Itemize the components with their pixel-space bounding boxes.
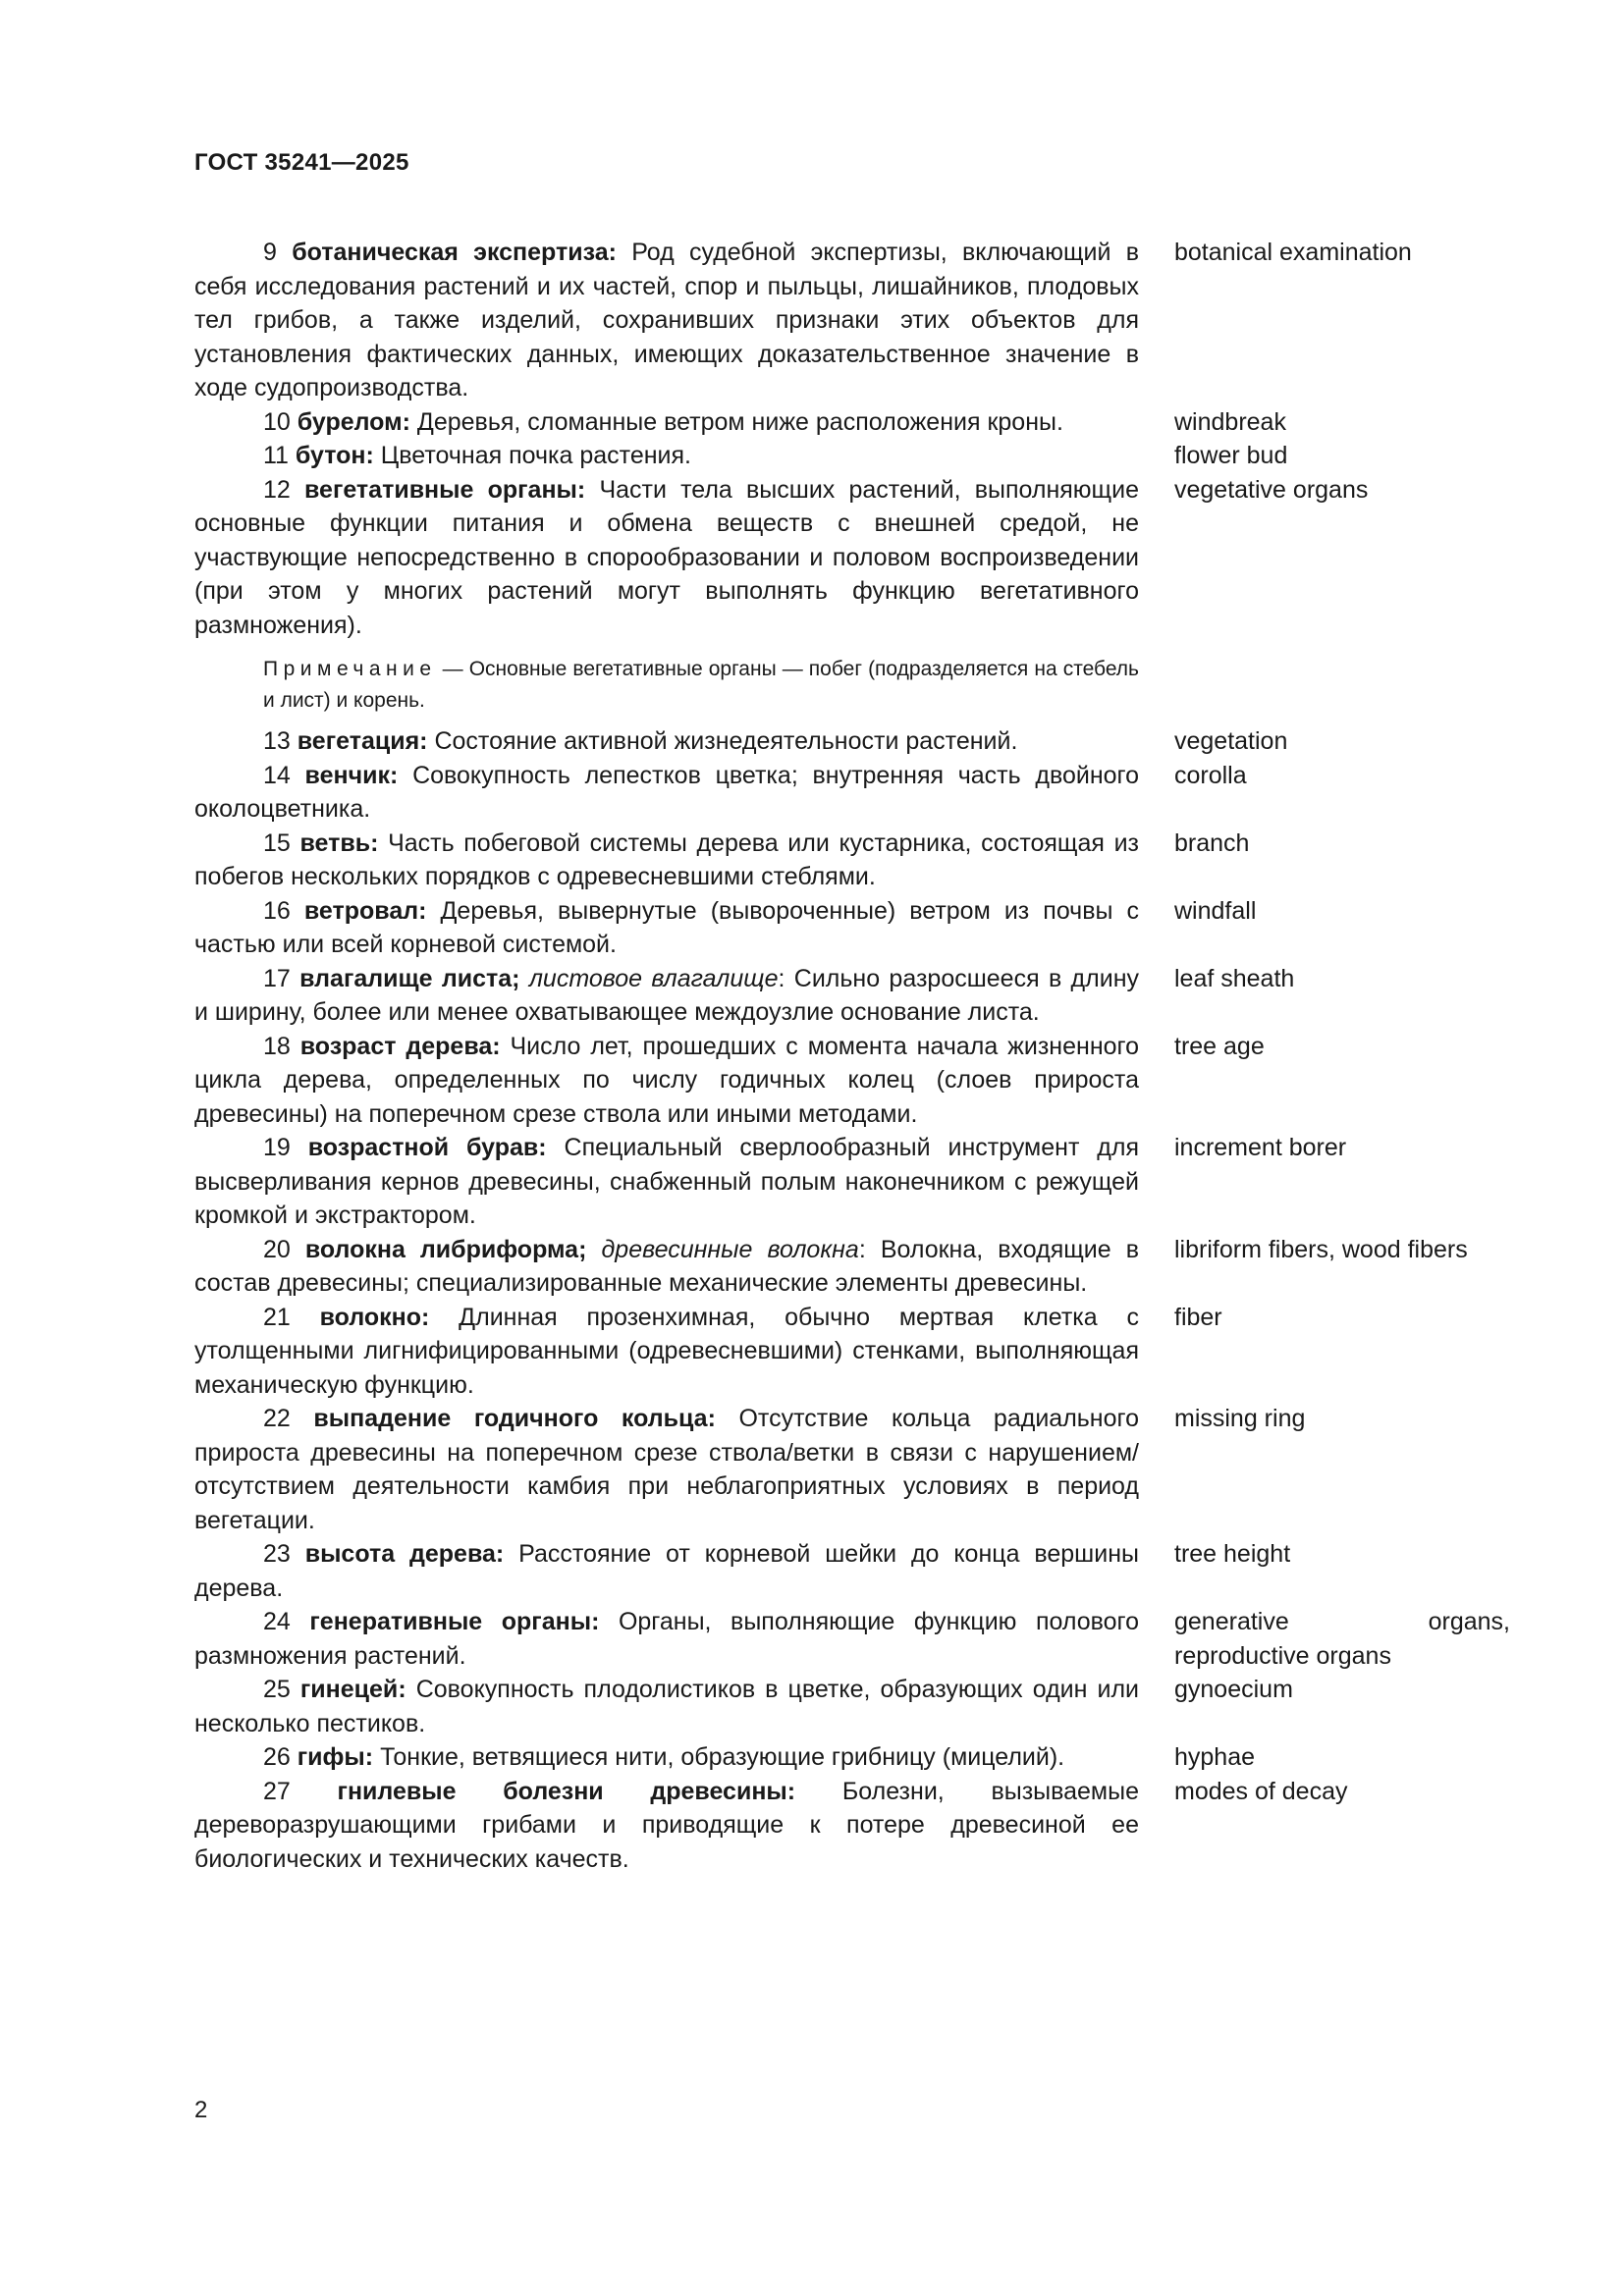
- term-definition: Тонкие, ветвящиеся нити, образующие грибницу (мицелий).: [380, 1743, 1065, 1771]
- term-definition: Отсутствие кольца радиального прироста древесины на поперечном срезе ствола/ветки в связи с нарушением/отсутствием деятельности камбия при неблагоприятных условиях в период вегетации.: [194, 1405, 1139, 1534]
- term-number: 19: [263, 1134, 291, 1161]
- page-number: 2: [194, 2097, 208, 2123]
- term-english: gynoecium: [1174, 1676, 1293, 1703]
- term-english: branch: [1174, 828, 1250, 857]
- term-english: windbreak: [1174, 407, 1286, 436]
- term-name: ботаническая экспертиза: [292, 239, 609, 266]
- term-english: corolla: [1174, 761, 1247, 789]
- term-entry: [194, 1673, 1510, 1740]
- term-entry: [194, 1233, 1510, 1301]
- term-entry: [194, 1402, 1510, 1537]
- term-name: выпадение годичного кольца: [313, 1405, 708, 1432]
- term-name: возраст дерева: [299, 1032, 493, 1060]
- term-name: возрастной бурав: [307, 1134, 539, 1161]
- term-entry: [194, 1605, 1510, 1673]
- term-number: 25: [263, 1676, 291, 1703]
- term-entry: [194, 473, 1510, 643]
- term-definition-block: 19 возрастной бурав: Специальный сверлообразный инструмент для высверливания кернов древесины, снабженный полым наконечником с режущей кромкой и экстрактором.: [194, 1134, 1139, 1229]
- term-definition-block: 14 венчик: Совокупность лепестков цветка; внутренняя часть двойного околоцветника.: [194, 761, 1140, 823]
- term-definition: Части тела высших растений, выполняющие основные функции питания и обмена веществ с внешней средой, не участвующие непосредственно в спорообразовании и половом воспроизведении (при этом у многих растений могут выполнять функцию вегетативного размножения).: [194, 475, 1139, 639]
- term-name: ветровал: [303, 896, 419, 925]
- term-number: 22: [263, 1405, 291, 1432]
- term-name: волокна либриформа: [304, 1235, 579, 1263]
- term-number: 14: [263, 761, 291, 789]
- term-entry: [194, 405, 1510, 440]
- term-entry: [194, 439, 1510, 473]
- term-name: гнилевые болезни древесины: [337, 1777, 787, 1805]
- term-number: 21: [263, 1303, 291, 1331]
- term-definition: Состояние активной жизнедеятельности растений.: [434, 727, 1018, 755]
- term-definition-block: 20 волокна либриформа; древесинные волокна: Волокна, входящие в состав древесины; специализированные механические элементы древесины.: [194, 1235, 1139, 1297]
- term-english: flower bud: [1174, 442, 1288, 469]
- term-entry: [194, 1775, 1510, 1877]
- term-definition: Часть побеговой системы дерева или кустарника, состоящая из побегов нескольких порядков с одревесневшими стеблями.: [194, 828, 1140, 890]
- term-entry: [194, 894, 1510, 962]
- term-name: волокно: [319, 1303, 422, 1331]
- document-header: ГОСТ 35241—2025: [194, 149, 409, 176]
- term-definition: Род судебной экспертизы, включающий в себя исследования растений и их частей, спор и пыльцы, лишайников, плодовых тел грибов, а также изделий, сохранивших признаки этих объектов для установления фактических данных, имеющих доказательственное значение в ходе судопроизводства.: [194, 239, 1140, 401]
- term-definition: Число лет, прошедших с момента начала жизненного цикла дерева, определенных по числу годичных колец (слоев прироста древесины) на поперечном срезе ствола или иными методами.: [194, 1032, 1140, 1128]
- term-definition-block: 27 гнилевые болезни древесины: Болезни, вызываемые дереворазрушающими грибами и приводящие к потере древесиной ее биологических и технических качеств.: [194, 1777, 1139, 1873]
- term-number: 24: [263, 1608, 291, 1635]
- term-definition-block: 22 выпадение годичного кольца: Отсутствие кольца радиального прироста древесины на поперечном срезе ствола/ветки в связи с нарушением/отсутствием деятельности камбия при неблагоприятных условиях в период вегетации.: [194, 1405, 1139, 1534]
- term-entry: [194, 1537, 1510, 1605]
- term-definition: Деревья, сломанные ветром ниже расположения кроны.: [416, 407, 1063, 436]
- term-entry: [194, 1030, 1510, 1132]
- term-number: 13: [263, 727, 291, 755]
- term-number: 27: [263, 1777, 291, 1805]
- term-definition: Совокупность плодолистиков в цветке, образующих один или несколько пестиков.: [194, 1676, 1140, 1737]
- term-entry: [194, 236, 1510, 405]
- term-english: vegetation: [1174, 727, 1288, 755]
- term-english: tree height: [1174, 1540, 1291, 1568]
- term-number: 20: [263, 1235, 291, 1263]
- term-number: 9: [263, 239, 277, 266]
- term-entry: [194, 759, 1510, 827]
- term-name: высота дерева: [304, 1540, 496, 1568]
- terms-list: [194, 236, 1510, 1876]
- term-definition: Органы, выполняющие функцию полового размножения растений.: [194, 1608, 1140, 1670]
- term-number: 10: [263, 407, 291, 436]
- term-definition: Расстояние от корневой шейки до конца вершины дерева.: [194, 1540, 1139, 1602]
- term-definition-block: 13 вегетация: Состояние активной жизнедеятельности растений.: [263, 727, 1018, 755]
- term-english: leaf sheath: [1174, 964, 1295, 992]
- term-number: 26: [263, 1743, 291, 1771]
- term-definition-block: 9 ботаническая экспертиза: Род судебной экспертизы, включающий в себя исследования растений и их частей, спор и пыльцы, лишайников, плодовых тел грибов, а также изделий, сохранивших признаки этих объектов для установления фактических данных, имеющих доказательственное значение в ходе судопроизводства.: [194, 239, 1140, 401]
- term-number: 17: [263, 964, 291, 992]
- term-entry: [194, 1131, 1510, 1233]
- term-entry: [194, 724, 1510, 759]
- term-number: 16: [263, 896, 291, 925]
- term-definition-block: 12 вегетативные органы: Части тела высших растений, выполняющие основные функции питания и обмена веществ с внешней средой, не участвующие непосредственно в спорообразовании и половом воспроизведении (при этом у многих растений могут выполнять функцию вегетативного размножения).: [194, 475, 1139, 639]
- term-name: генеративные органы: [309, 1608, 592, 1635]
- term-name: венчик: [304, 761, 390, 789]
- term-english: fiber: [1174, 1303, 1222, 1331]
- term-english: generative organs, reproductive organs: [1174, 1608, 1510, 1670]
- term-english: increment borer: [1174, 1134, 1347, 1161]
- note-text: — Основные вегетативные органы — побег (подразделяется на стебель и лист) и корень.: [263, 658, 1139, 712]
- term-definition-block: 16 ветровал: Деревья, вывернутые (вывороченные) ветром из почвы с частью или всей корневой системой.: [194, 896, 1140, 958]
- term-name: влагалище листа: [299, 964, 513, 992]
- term-definition-block: 21 волокно: Длинная прозенхимная, обычно мертвая клетка с утолщенными лигнифицированными (одревесневшими) стенками, выполняющая механическую функцию.: [194, 1303, 1139, 1399]
- term-number: 18: [263, 1032, 291, 1060]
- term-definition-block: 26 гифы: Тонкие, ветвящиеся нити, образующие грибницу (мицелий).: [263, 1743, 1065, 1771]
- term-english: vegetative organs: [1174, 475, 1369, 504]
- term-definition-block: 23 высота дерева: Расстояние от корневой шейки до конца вершины дерева.: [194, 1540, 1139, 1602]
- term-english: modes of decay: [1174, 1777, 1348, 1805]
- note-label: Примечание: [263, 658, 437, 680]
- term-definition: Сильно разросшееся в длину и ширину, более или менее охватывающее междоузлие основание листа.: [194, 964, 1139, 1026]
- term-name: ветвь: [299, 828, 371, 857]
- term-definition-block: 15 ветвь: Часть побеговой системы дерева или кустарника, состоящая из побегов нескольких порядков с одревесневшими стеблями.: [194, 828, 1140, 890]
- term-definition-block: 18 возраст дерева: Число лет, прошедших с момента начала жизненного цикла дерева, определенных по числу годичных колец (слоев прироста древесины) на поперечном срезе ствола или иными методами.: [194, 1032, 1140, 1128]
- term-definition: Длинная прозенхимная, обычно мертвая клетка с утолщенными лигнифицированными (одревесневшими) стенками, выполняющая механическую функцию.: [194, 1303, 1139, 1399]
- term-definition: Волокна, входящие в состав древесины; специализированные механические элементы древесины.: [194, 1235, 1139, 1297]
- term-definition-block: 11 бутон: Цветочная почка растения.: [263, 442, 691, 469]
- term-definition: Деревья, вывернутые (вывороченные) ветром из почвы с частью или всей корневой системой.: [194, 896, 1140, 958]
- term-english: tree age: [1174, 1032, 1265, 1060]
- term-number: 11: [263, 442, 289, 469]
- note: [194, 654, 1139, 717]
- term-name: гинецей: [299, 1676, 399, 1703]
- term-english: windfall: [1174, 896, 1257, 925]
- term-entry: [194, 1740, 1510, 1775]
- term-name: вегетативные органы: [304, 475, 577, 504]
- term-entry: [194, 962, 1510, 1030]
- term-definition: Совокупность лепестков цветка; внутренняя часть двойного околоцветника.: [194, 761, 1140, 823]
- term-synonym: листовое влагалище: [528, 964, 779, 992]
- term-name: гифы: [297, 1743, 365, 1771]
- term-entry: [194, 1301, 1510, 1403]
- term-definition-block: 17 влагалище листа; листовое влагалище: Сильно разросшееся в длину и ширину, более или менее охватывающее междоузлие основание листа.: [194, 964, 1139, 1026]
- term-number: 23: [263, 1540, 291, 1568]
- term-definition: Специальный сверлообразный инструмент для высверливания кернов древесины, снабженный полым наконечником с режущей кромкой и экстрактором.: [194, 1134, 1139, 1229]
- term-synonym: древесинные волокна: [601, 1235, 859, 1263]
- term-english: missing ring: [1174, 1405, 1306, 1432]
- term-definition-block: 10 бурелом: Деревья, сломанные ветром ниже расположения кроны.: [263, 407, 1063, 436]
- term-entry: [194, 827, 1510, 894]
- term-name: бутон: [295, 442, 366, 469]
- term-definition: Болезни, вызываемые дереворазрушающими грибами и приводящие к потере древесиной ее биологических и технических качеств.: [194, 1777, 1139, 1873]
- term-definition-block: 25 гинецей: Совокупность плодолистиков в цветке, образующих один или несколько пестиков.: [194, 1676, 1140, 1737]
- term-name: бурелом: [297, 407, 403, 436]
- term-definition-block: 24 генеративные органы: Органы, выполняющие функцию полового размножения растений.: [194, 1608, 1140, 1670]
- term-number: 12: [263, 475, 291, 504]
- term-number: 15: [263, 828, 291, 857]
- term-english: hyphae: [1174, 1743, 1256, 1771]
- term-english: libriform fibers, wood fibers: [1174, 1235, 1468, 1263]
- term-english: botanical examination: [1174, 239, 1412, 266]
- term-name: вегетация: [297, 727, 420, 755]
- term-definition: Цветочная почка растения.: [380, 442, 691, 469]
